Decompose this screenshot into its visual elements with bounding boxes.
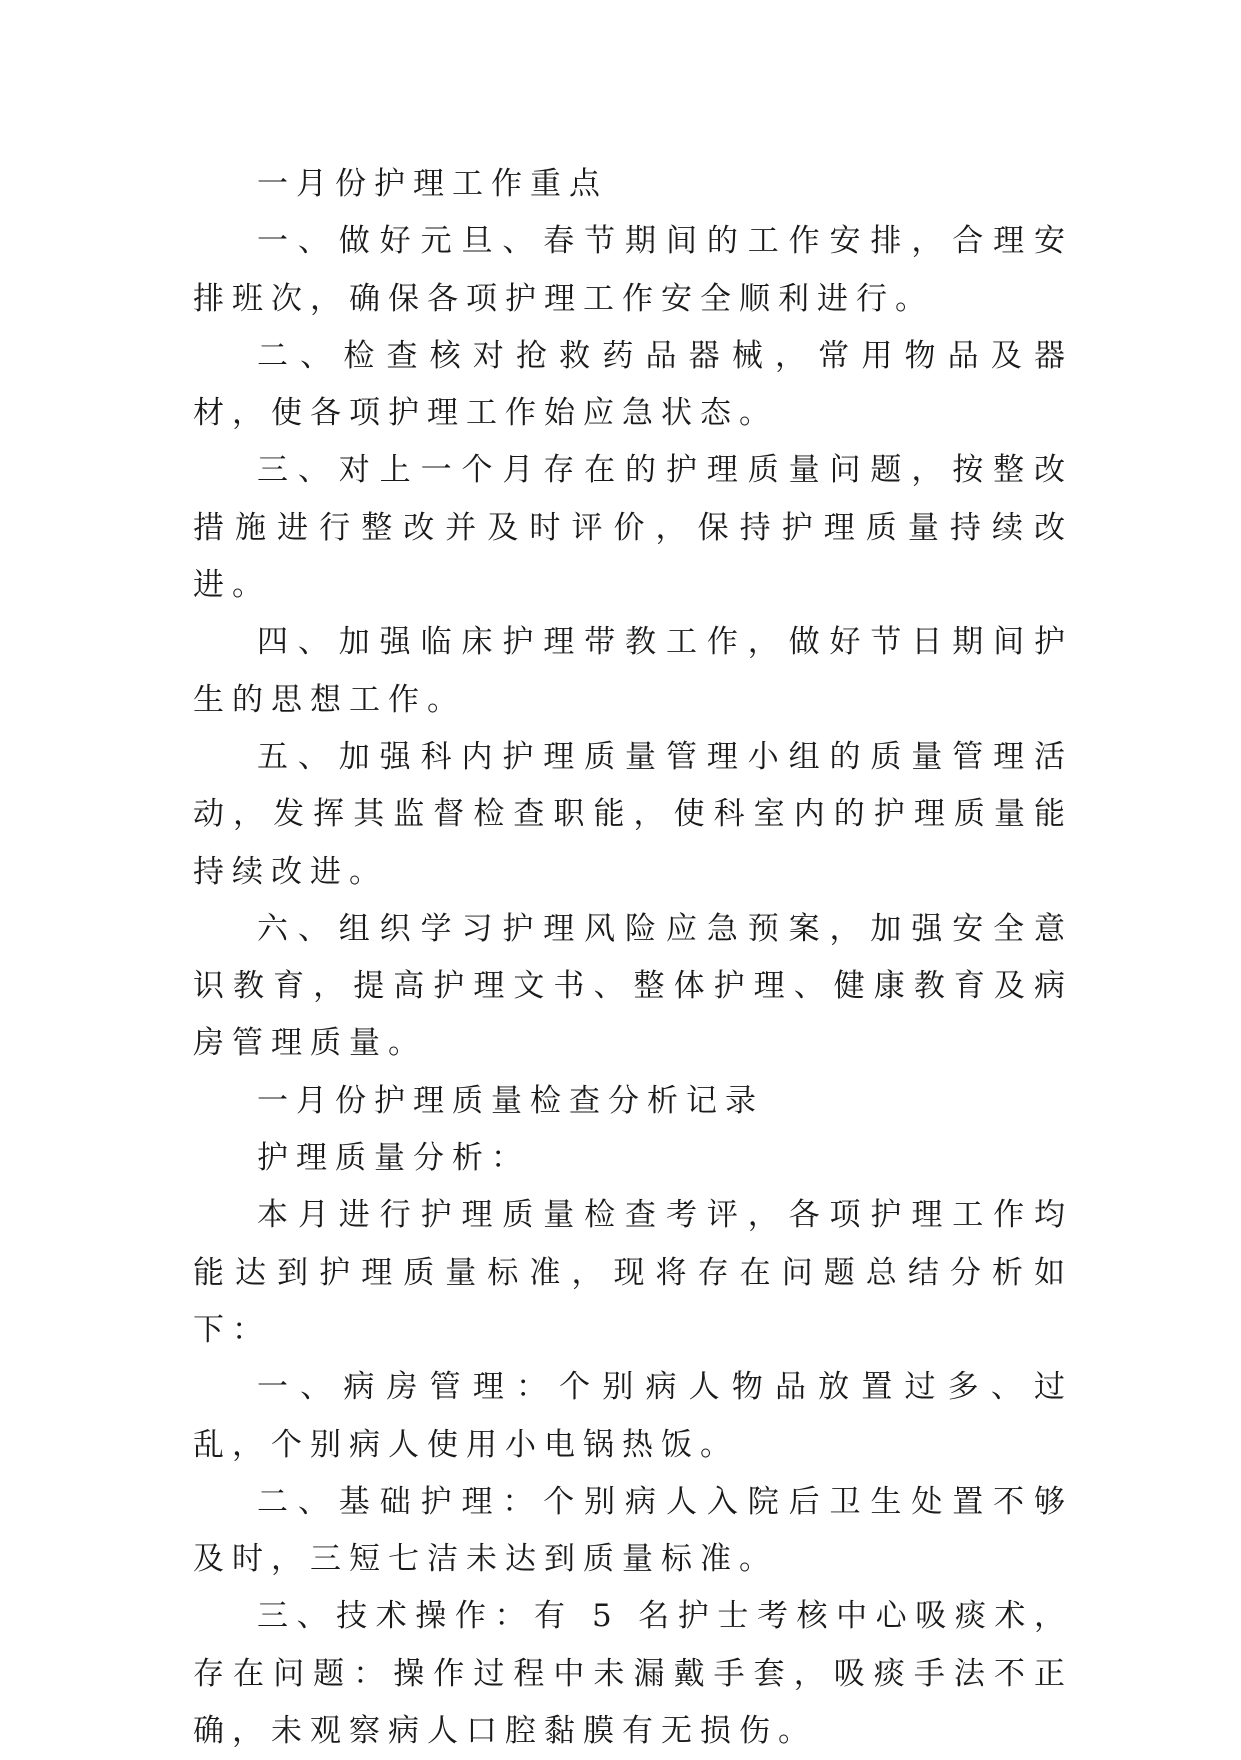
paragraph-issue-basic-nursing: 二、基础护理：个别病人入院后卫生处置不够及时，三短七洁未达到质量标准。 (193, 1483, 1073, 1578)
paragraph-summary: 本月进行护理质量检查考评，各项护理工作均能达到护理质量标准，现将存在问题总结分析如下： (193, 1197, 1073, 1348)
subheading-quality-analysis: 护理质量分析： (257, 1140, 530, 1177)
paragraph-item-5: 五、加强科内护理质量管理小组的质量管理活动，发挥其监督检查职能，使科室内的护理质量能持续改进。 (193, 738, 1073, 890)
paragraph-item-6: 六、组织学习护理风险应急预案，加强安全意识教育，提高护理文书、整体护理、健康教育及病房管理质量。 (193, 910, 1073, 1062)
section-title-work-focus: 一月份护理工作重点 (257, 166, 608, 202)
paragraph-item-1: 一、做好元旦、春节期间的工作安排，合理安排班次，确保各项护理工作安全顺利进行。 (193, 223, 1073, 317)
paragraph-item-4: 四、加强临床护理带教工作，做好节日期间护生的思想工作。 (193, 624, 1073, 718)
document-body (193, 156, 1073, 1760)
section-title-quality-record: 一月份护理质量检查分析记录 (257, 1082, 764, 1119)
paragraph-item-3: 三、对上一个月存在的护理质量问题，按整改措施进行整改并及时评价，保持护理质量持续改进。 (193, 452, 1073, 604)
paragraph-issue-ward-management: 一、病房管理：个别病人物品放置过多、过乱，个别病人使用小电锅热饭。 (193, 1369, 1073, 1463)
paragraph-item-2: 二、检查核对抢救药品器械，常用物品及器材，使各项护理工作始应急状态。 (193, 337, 1073, 432)
paragraph-issue-technical-operation: 三、技术操作：有 5 名护士考核中心吸痰术，存在问题：操作过程中未漏戴手套，吸痰手法不正确，未观察病人口腔黏膜有无损伤。 (193, 1598, 1073, 1750)
